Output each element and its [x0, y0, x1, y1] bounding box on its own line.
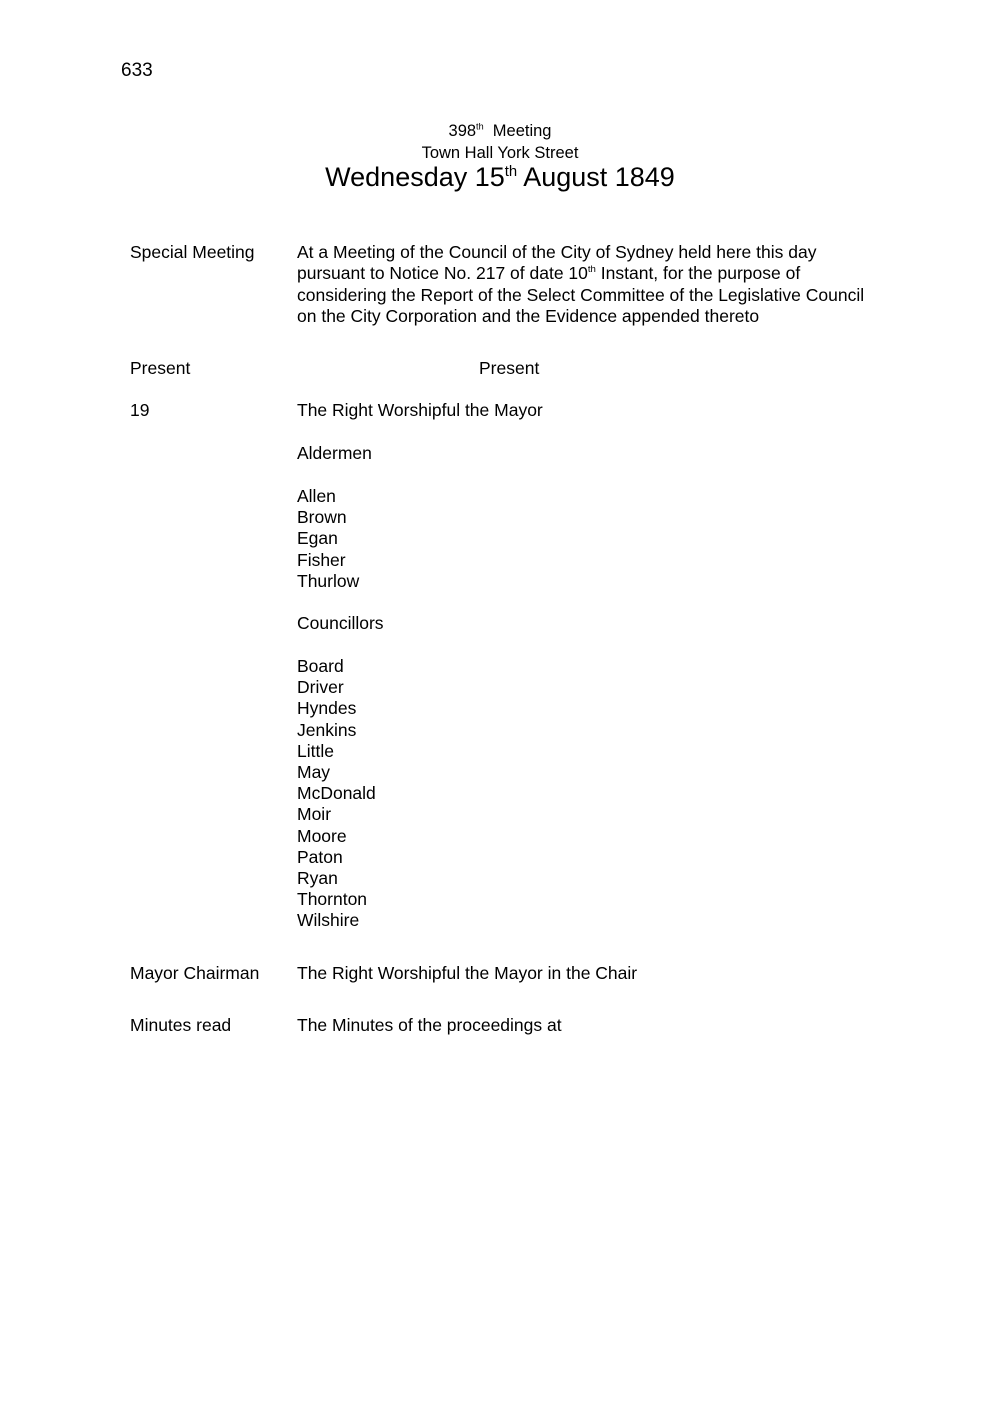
- list-item: Board: [297, 656, 344, 676]
- list-item: Hyndes: [297, 698, 357, 719]
- special-meeting-text: At a Meeting of the Council of the City of Sydney held here this day pursuant to Notice No. 217 of date 10th Instant, for the purpose of considering the Report of the Select Committee of the Legislative Council on the City Corporation and the Evidence appended thereto: [297, 242, 865, 326]
- page-number: 633: [121, 60, 153, 81]
- list-item: Fisher: [297, 549, 346, 570]
- minutes-text: The Minutes of the proceedings at: [297, 1015, 562, 1035]
- list-item: Thurlow: [297, 570, 360, 591]
- list-item: Thornton: [297, 889, 368, 910]
- present-heading: Present: [479, 358, 540, 378]
- aldermen-heading: Aldermen: [297, 443, 372, 463]
- aldermen-list: [297, 486, 359, 592]
- list-item: Driver: [297, 677, 344, 698]
- margin-minutes-read: Minutes read: [130, 1015, 232, 1035]
- list-item: Brown: [297, 507, 347, 528]
- list-item: Jenkins: [297, 719, 357, 740]
- list-item: May: [297, 762, 331, 783]
- list-item: Moir: [297, 804, 332, 825]
- list-item: Egan: [297, 528, 338, 549]
- list-item: Ryan: [297, 868, 338, 889]
- margin-mayor-chairman: Mayor Chairman: [130, 963, 260, 983]
- councillors-list: [297, 656, 376, 932]
- margin-present: Present: [130, 358, 191, 378]
- margin-special-meeting: Special Meeting: [130, 242, 255, 262]
- chairman-text: The Right Worshipful the Mayor in the Chair: [297, 963, 638, 983]
- meeting-venue: Town Hall York Street: [421, 144, 579, 162]
- list-item: McDonald: [297, 783, 376, 804]
- list-item: Little: [297, 740, 334, 761]
- councillors-heading: Councillors: [297, 613, 384, 633]
- list-item: Moore: [297, 825, 347, 846]
- list-item: Paton: [297, 846, 343, 867]
- meeting-number: 398th Meeting: [448, 121, 552, 140]
- present-count: 19: [130, 400, 150, 420]
- meeting-date: Wednesday 15th August 1849: [325, 162, 675, 192]
- mayor-present: The Right Worshipful the Mayor: [297, 400, 543, 420]
- list-item: Allen: [297, 486, 336, 506]
- list-item: Wilshire: [297, 910, 360, 931]
